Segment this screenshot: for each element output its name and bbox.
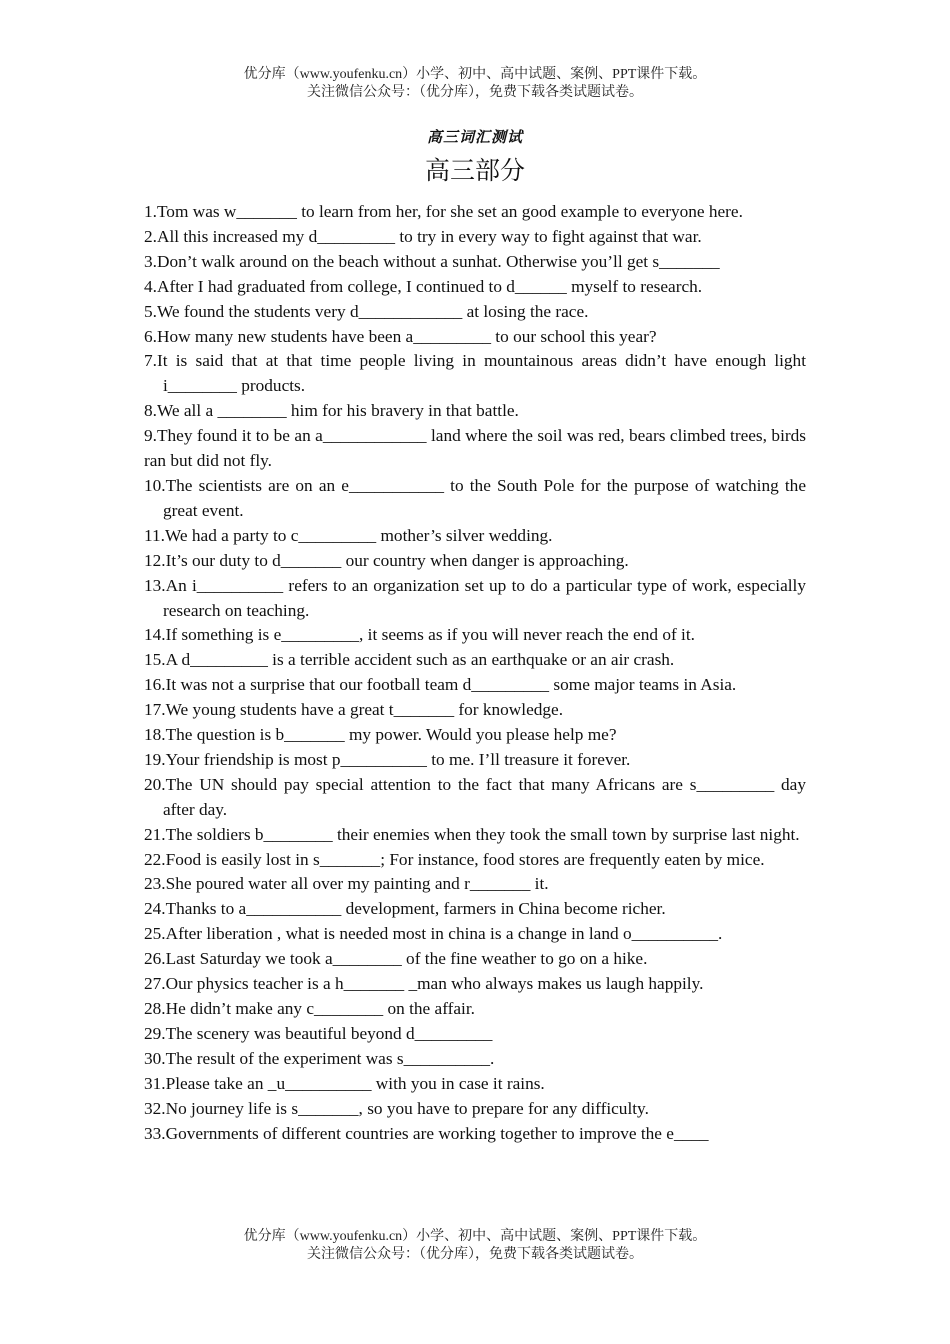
question-item: 28.He didn’t make any c________ on the affair. — [144, 999, 475, 1018]
question-item: 23.She poured water all over my painting and r_______ it. — [144, 874, 549, 894]
question-item: 15.A d_________ is a terrible accident such as an earthquake or an air crash. — [144, 650, 675, 670]
question-item: 33.Governments of different countries are working together to improve the e____ — [144, 1123, 709, 1143]
question-item: 22.Food is easily lost in s_______; For instance, food stores are frequently eaten by mice. — [144, 849, 765, 869]
question-item: 18.The question is b_______ my power. Would you please help me? — [144, 725, 617, 745]
question-item: 27.Our physics teacher is a h_______ _man who always makes us laugh happily. — [144, 974, 704, 994]
question-item: 7.It is said that at that time people living in mountainous areas didn’t have enough light i________ products. — [144, 351, 806, 396]
question-item: 25.After liberation , what is needed most in china is a change in land o__________. — [144, 924, 723, 944]
footer-line-2: 关注微信公众号：（优分库），免费下载各类试题试卷。 — [307, 1247, 643, 1262]
question-item: 32.No journey life is s_______, so you have to prepare for any difficulty. — [144, 1098, 649, 1118]
question-item: 9.They found it to be an a____________ land where the soil was red, bears climbed trees, birds ran but did not fly. — [144, 426, 806, 471]
footer-line-1: 优分库（www.youfenku.cn）小学、初中、高中试题、案例、PPT课件下载。 — [243, 1229, 707, 1244]
question-item: 11.We had a party to c_________ mother’s silver wedding. — [144, 525, 553, 545]
question-item: 6.How many new students have been a_________ to our school this year? — [144, 326, 657, 346]
question-item: 5.We found the students very d____________ at losing the race. — [144, 301, 589, 321]
question-item: 16.It was not a surprise that our football team d_________ some major teams in Asia. — [144, 675, 737, 695]
question-item: 3.Don’t walk around on the beach without a sunhat. Otherwise you’ll get s_______ — [144, 251, 720, 271]
question-item: 17.We young students have a great t_______ for knowledge. — [144, 700, 564, 720]
question-item: 30.The result of the experiment was s__________. — [144, 1048, 495, 1068]
document-title: 高三词汇测试 — [426, 130, 523, 146]
question-item: 20.The UN should pay special attention to the fact that many Africans are s_________ day after day. — [144, 774, 806, 819]
question-item: 8.We all a ________ him for his bravery in that battle. — [144, 401, 519, 421]
header-line-1: 优分库（www.youfenku.cn）小学、初中、高中试题、案例、PPT课件下载。 — [243, 67, 707, 82]
question-item: 13.An i__________ refers to an organization set up to do a particular type of work, especially research on teaching. — [144, 575, 806, 620]
page-header — [0, 66, 950, 102]
question-item: 14.If something is e_________, it seems as if you will never reach the end of it. — [144, 625, 695, 645]
question-item: 19.Your friendship is most p__________ to me. I’ll treasure it forever. — [144, 749, 631, 769]
question-item: 26.Last Saturday we took a________ of the fine weather to go on a hike. — [144, 949, 648, 969]
question-item: 12.It’s our duty to d_______ our country when danger is approaching. — [144, 550, 629, 570]
question-item: 31.Please take an _u__________ with you in case it rains. — [144, 1073, 545, 1093]
section-title: 高三部分 — [424, 158, 525, 185]
question-item: 2.All this increased my d_________ to try in every way to fight against that war. — [144, 226, 702, 246]
question-item: 4.After I had graduated from college, I continued to d______ myself to research. — [144, 276, 703, 296]
header-line-2: 关注微信公众号：（优分库），免费下载各类试题试卷。 — [307, 85, 643, 100]
page-footer — [0, 1228, 950, 1264]
question-item: 24.Thanks to a___________ development, farmers in China become richer. — [144, 899, 666, 919]
question-item: 21.The soldiers b________ their enemies when they took the small town by surprise last night. — [144, 824, 800, 844]
question-item: 29.The scenery was beautiful beyond d_________ — [144, 1023, 493, 1043]
question-list — [144, 200, 806, 1146]
question-item: 1.Tom was w_______ to learn from her, for she set an good example to everyone here. — [144, 202, 743, 221]
question-item: 10.The scientists are on an e___________ to the South Pole for the purpose of watching the great event. — [144, 475, 806, 520]
